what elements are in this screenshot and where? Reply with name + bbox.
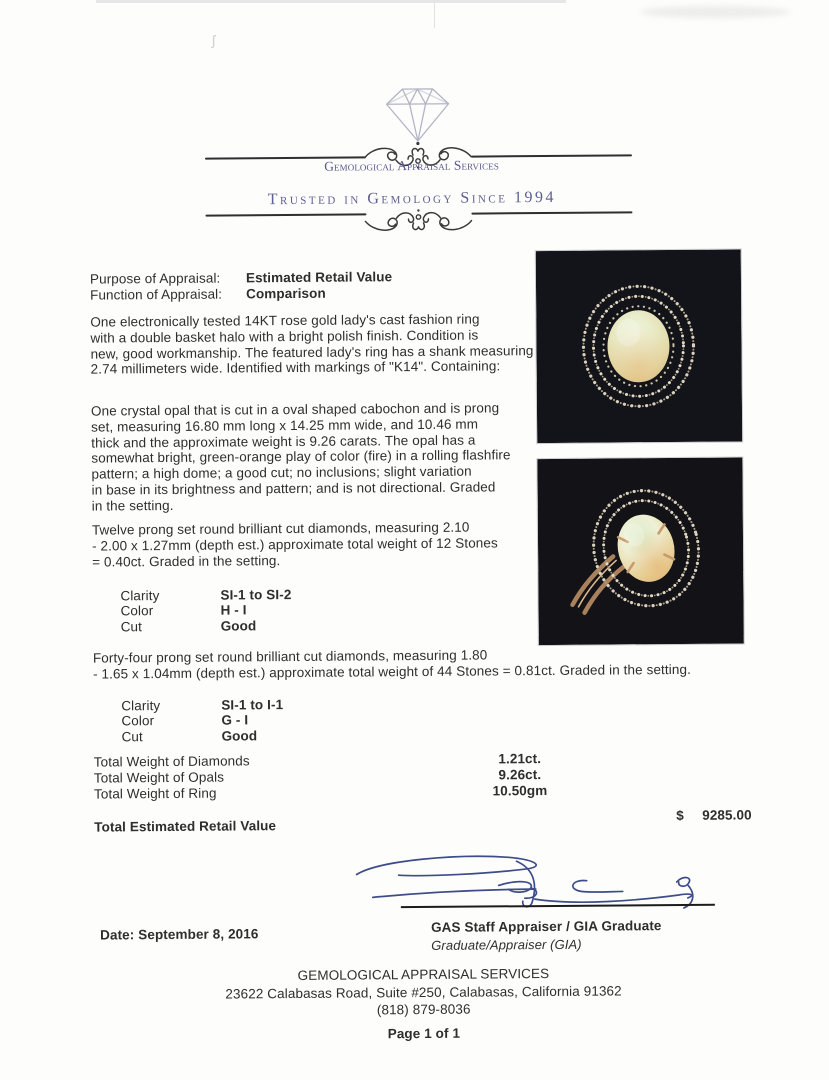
table-row [121, 728, 283, 745]
color-value: G - I [221, 712, 249, 728]
total-estimated-retail-value-label: Total Estimated Retail Value [94, 818, 277, 835]
cut-value: Good [221, 728, 258, 744]
total-estimated-retail-value-amount: 9285.00 [702, 807, 752, 823]
clarity-label: Clarity [121, 698, 161, 714]
total-opals-label: Total Weight of Opals [93, 769, 225, 786]
footer-address: 23622 Calabasas Road, Suite #250, Calabasas, California 91362 [225, 982, 622, 1002]
scan-artifact-mark: ʃ [212, 32, 216, 48]
letterhead-rule [471, 211, 632, 214]
color-value: H - I [220, 602, 247, 618]
total-opals-value: 9.26ct. [498, 767, 542, 783]
clarity-label: Clarity [120, 588, 160, 604]
table-row [121, 697, 283, 714]
opal-description-paragraph: One crystal opal that is cut in a oval shaped cabochon and is prong set, measuring 16.80 mm long x 14.25 mm wide, and 10.46 mm thick and the approximate weight is 9.26 carats. The opal has a somewhat bright, green-orange play of color (fire) in a rolling flashfire pattern; a high dome; a good cut; no inclusions; slight variation in base in its brightness and pattern; and is not directional. Graded in the setting. [90, 400, 511, 514]
table-row [121, 618, 292, 635]
page-title: Gemological Appraisal Services [324, 157, 500, 174]
function-row [90, 285, 392, 303]
diamond-grade-table-2 [121, 697, 283, 744]
clarity-value: SI-1 to I-1 [221, 697, 284, 713]
color-label: Color [121, 713, 155, 729]
appraisal-date: Date: September 8, 2016 [100, 926, 259, 943]
document-footer [3, 963, 829, 1046]
footer-phone: (818) 879-8036 [376, 1001, 471, 1018]
total-diamonds-value: 1.21ct. [498, 751, 542, 767]
function-value: Comparison [246, 285, 326, 302]
total-diamonds-label: Total Weight of Diamonds [93, 753, 250, 770]
ring-side-view-photo [537, 457, 743, 645]
cut-value: Good [220, 618, 257, 634]
ring-top-view-photo [536, 249, 743, 443]
ring-description-paragraph: One electronically tested 14KT rose gold lady's cast fashion ring with a double basket halo with a bright polish finish. Condition is new, good workmanship. The featured lady's ring has a shank measuring 2.74 millimeters wide. Identified with markings of "K14". Containing: [90, 311, 534, 377]
cut-label: Cut [120, 618, 143, 635]
flourish-ornament-bottom-icon [363, 206, 473, 237]
table-row [121, 712, 283, 729]
appraisal-meta [90, 269, 393, 303]
diamond-logo-icon [377, 84, 457, 147]
purpose-value: Estimated Retail Value [245, 269, 393, 286]
table-row [94, 783, 578, 803]
table-row [120, 587, 291, 604]
page-number: Page 1 of 1 [387, 1025, 461, 1041]
total-ring-value: 10.50gm [492, 783, 548, 799]
signer-title: GAS Staff Appraiser / GIA Graduate [430, 918, 662, 935]
function-label: Function of Appraisal: [90, 286, 223, 303]
letterhead-rule [205, 213, 366, 216]
twelve-diamonds-paragraph: Twelve prong set round brilliant cut diamonds, measuring 2.10 - 2.00 x 1.27mm (depth est.) approximate total weight of 12 Stones = 0.40ct. Graded in the setting. [91, 519, 498, 570]
letterhead-tagline: Trusted in Gemology Since 1994 [267, 188, 557, 209]
clarity-value: SI-1 to SI-2 [220, 587, 292, 603]
purpose-label: Purpose of Appraisal: [89, 270, 221, 287]
diamond-grade-table-1 [120, 587, 291, 635]
footer-org-name: GEMOLOGICAL APPRAISAL SERVICES [297, 965, 550, 983]
table-row [120, 602, 291, 619]
signer-subtitle: Graduate/Appraiser (GIA) [431, 936, 582, 953]
fortyfour-diamonds-paragraph: Forty-four prong set round brilliant cut diamonds, measuring 1.80 - 1.65 x 1.04mm (depth est.) approximate total weight of 44 Stones = 0.81ct. Graded in the setting. [92, 647, 691, 682]
cut-label: Cut [121, 728, 143, 745]
purpose-row [90, 269, 392, 287]
color-label: Color [120, 603, 154, 619]
totals-table [94, 751, 578, 803]
total-ring-label: Total Weight of Ring [93, 786, 217, 802]
currency-symbol: $ [676, 807, 684, 823]
